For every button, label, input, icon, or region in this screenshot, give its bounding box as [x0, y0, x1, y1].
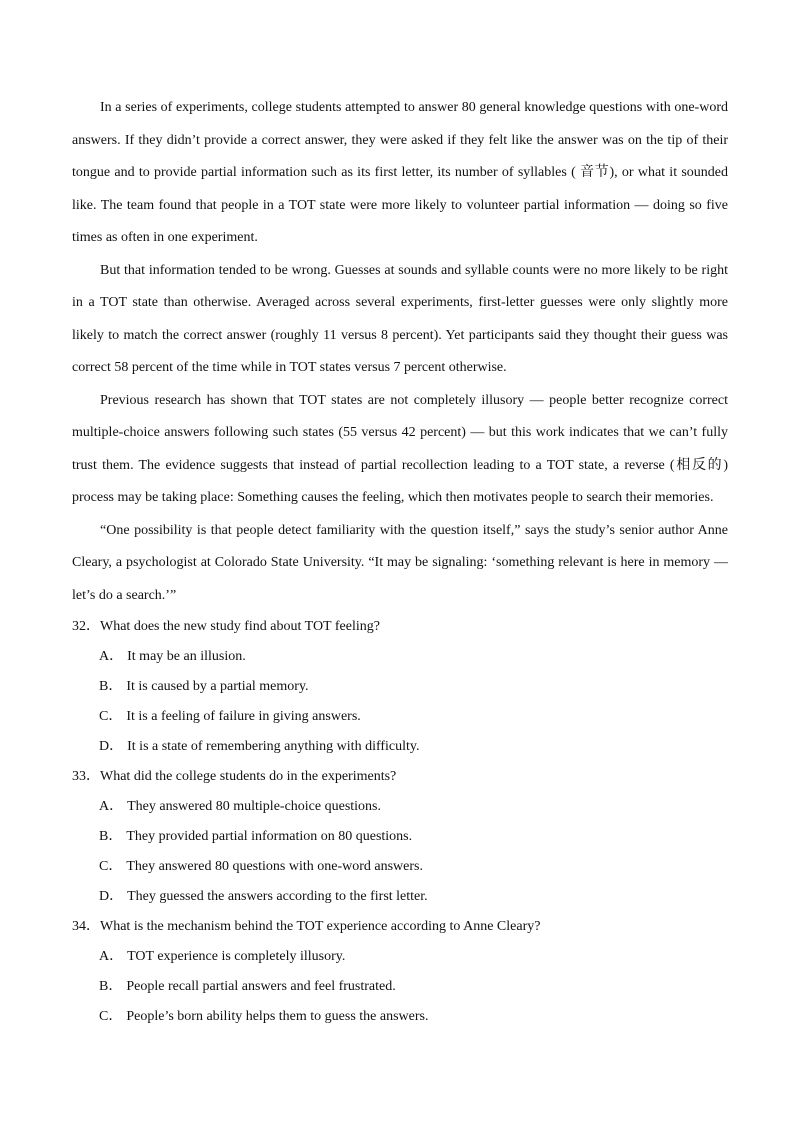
- option-a: [72, 642, 728, 672]
- option-text: They guessed the answers according to the first letter.: [127, 889, 428, 904]
- option-letter: C．: [99, 1009, 123, 1024]
- option-text: It is a state of remembering anything with difficulty.: [127, 739, 420, 754]
- reading-passage: [72, 92, 728, 612]
- document-page: [72, 92, 728, 1032]
- option-letter: A．: [99, 949, 124, 964]
- passage-paragraph-3: Previous research has shown that TOT states are not completely illusory — people better recognize correct multiple-choice answers following such states (55 versus 42 percent) — but this work indicates that we can’t fully trust them. The evidence suggests that instead of partial recollection leading to a TOT state, a reverse (相反的) process may be taking place: Something causes the feeling, which then motivates people to search their memories.: [72, 392, 728, 505]
- option-letter: A．: [99, 649, 124, 664]
- option-letter: B．: [99, 829, 123, 844]
- option-text: It is caused by a partial memory.: [126, 679, 309, 694]
- option-letter: B．: [99, 979, 123, 994]
- option-c: [72, 852, 728, 882]
- option-b: [72, 822, 728, 852]
- option-text: They answered 80 multiple-choice questions.: [127, 799, 381, 814]
- option-text: It is a feeling of failure in giving answers.: [126, 709, 361, 724]
- option-text: People’s born ability helps them to guess the answers.: [126, 1009, 429, 1024]
- option-text: They answered 80 questions with one-word answers.: [126, 859, 423, 874]
- question-32: [72, 612, 728, 762]
- option-a: [72, 792, 728, 822]
- option-d: [72, 732, 728, 762]
- option-b: [72, 672, 728, 702]
- option-c: [72, 702, 728, 732]
- question-34: [72, 912, 728, 1032]
- option-d: [72, 882, 728, 912]
- option-text: It may be an illusion.: [127, 649, 246, 664]
- option-a: [72, 942, 728, 972]
- option-text: People recall partial answers and feel frustrated.: [126, 979, 396, 994]
- question-stem: 34．What is the mechanism behind the TOT experience according to Anne Cleary?: [72, 919, 541, 934]
- option-c: [72, 1002, 728, 1032]
- option-text: They provided partial information on 80 questions.: [126, 829, 413, 844]
- question-stem: 32．What does the new study find about TOT feeling?: [72, 619, 380, 634]
- option-b: [72, 972, 728, 1002]
- option-letter: C．: [99, 859, 123, 874]
- question-33: [72, 762, 728, 912]
- passage-paragraph-1: In a series of experiments, college students attempted to answer 80 general knowledge questions with one-word answers. If they didn’t provide a correct answer, they were asked if they felt like the answer was on the tip of their tongue and to provide partial information such as its first letter, its number of syllables ( 音节), or what it sounded like. The team found that people in a TOT state were more likely to volunteer partial information — doing so five times as often in one experiment.: [72, 100, 728, 245]
- passage-paragraph-2: But that information tended to be wrong. Guesses at sounds and syllable counts were no more likely to be right in a TOT state than otherwise. Averaged across several experiments, first-letter guesses were only slightly more likely to match the correct answer (roughly 11 versus 8 percent). Yet participants said they thought their guess was correct 58 percent of the time while in TOT states versus 7 percent otherwise.: [72, 262, 728, 375]
- passage-paragraph-4: “One possibility is that people detect familiarity with the question itself,” says the study’s senior author Anne Cleary, a psychologist at Colorado State University. “It may be signaling: ‘something relevant is here in memory — let’s do a search.’”: [72, 522, 728, 603]
- question-stem: 33．What did the college students do in the experiments?: [72, 769, 397, 784]
- option-letter: A．: [99, 799, 124, 814]
- option-letter: C．: [99, 709, 123, 724]
- option-text: TOT experience is completely illusory.: [127, 949, 346, 964]
- option-letter: B．: [99, 679, 123, 694]
- option-letter: D．: [99, 889, 124, 904]
- option-letter: D．: [99, 739, 124, 754]
